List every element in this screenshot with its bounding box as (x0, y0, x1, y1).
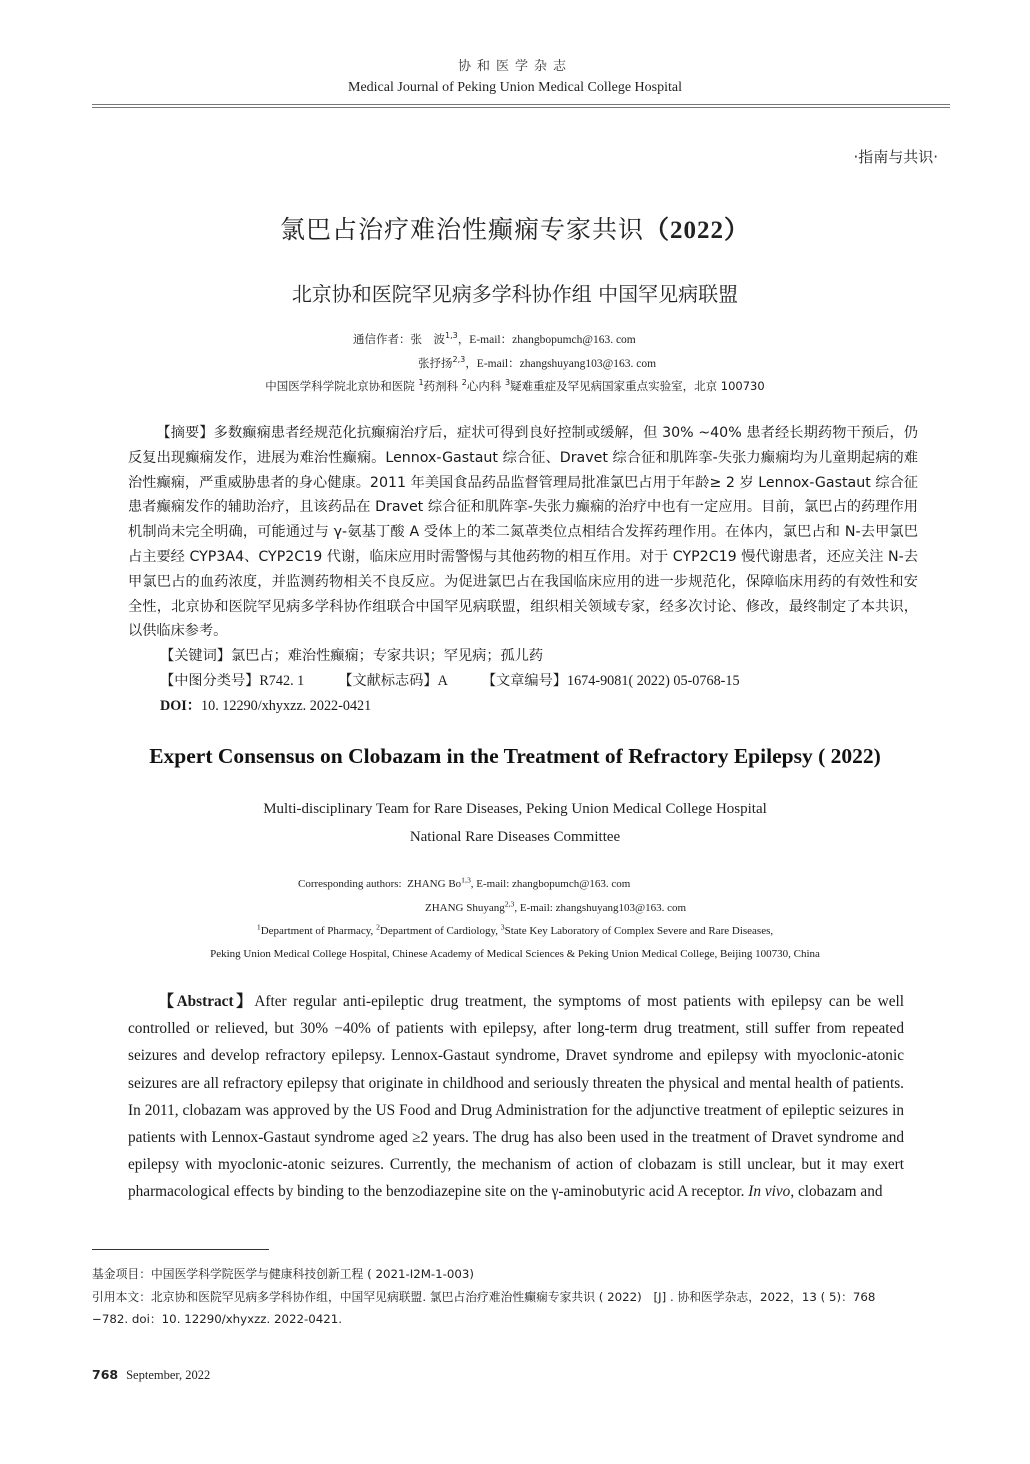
affiliation-english-line-2: Peking Union Medical College Hospital, Chinese Academy of Medical Sciences & Peking Union Medical College, Beijing 100730, China (210, 948, 820, 960)
header-double-rule (92, 104, 950, 108)
journal-name-chinese: 协和医学杂志 (457, 59, 572, 74)
author-name: 张 波 (410, 332, 445, 346)
corresponding-author-en-2 (425, 899, 687, 914)
article-number-value: 1674-9081( 2022) 05-0768-15 (566, 673, 740, 689)
article-title-chinese (0, 210, 1030, 246)
dept-superscript: 1 (418, 378, 424, 388)
doi-line (160, 695, 371, 715)
abstract-italic-term: In vivo (748, 1183, 791, 1201)
abstract-english (128, 988, 904, 1206)
author-name: 张抒扬 (418, 356, 453, 370)
article-number-label: 【文章编号】 (481, 673, 567, 689)
authors-english-line-1: Multi-disciplinary Team for Rare Diseases, Peking Union Medical College Hospital (263, 801, 767, 817)
page-footer (92, 1367, 210, 1383)
authors-chinese: 北京协和医院罕见病多学科协作组 中国罕见病联盟 (291, 282, 739, 306)
abstract-text: After regular anti-epileptic drug treatment, the symptoms of most patients with epilepsy can be well controlled or relieved, but 30% −40% of patients with epilepsy, after long-term drug treatment, still suffer from repeated seizures and develop refractory epilepsy. Lennox-Gastaut syndrome, Dravet syndrome and epilepsy with myoclonic-atonic seizures are all refractory epilepsy that originate in childhood and seriously threaten the physical and mental health of patients. In 2011, clobazam was approved by the US Food and Drug Administration for the adjunctive treatment of epileptic seizures in patients with Lennox-Gastaut syndrome aged ≥2 years. The drug has also been used in the treatment of Dravet syndrome and epilepsy with myoclonic-atonic seizures. Currently, the mechanism of action of clobazam is still unclear, but it may exert pharmacological effects by binding to the benzodiazepine site on the γ-aminobutyric acid A receptor. (128, 993, 904, 1201)
author-email: ，E-mail：zhangbopumch@163. com (457, 334, 636, 346)
authors-english-line-2: National Rare Diseases Committee (409, 829, 621, 845)
citation-note (92, 1286, 912, 1330)
corresponding-author-cn-2 (418, 355, 656, 371)
author-email: , E-mail: zhangshuyang103@163. com (514, 902, 687, 914)
page-number: 768 (92, 1367, 119, 1382)
dept-superscript: 3 (505, 378, 511, 388)
department: State Key Laboratory of Complex Severe and Rare Diseases, (504, 925, 774, 937)
abstract-chinese (128, 421, 918, 644)
funding-text: 中国医学科学院医学与健康科技创新工程 ( 2021-I2M-1-003) (151, 1267, 475, 1281)
corresponding-author-en-1 (298, 875, 631, 890)
doi-label: DOI： (160, 698, 201, 714)
corresponding-author-cn-1 (353, 331, 636, 347)
citation-label: 引用本文： (92, 1290, 151, 1304)
dept-superscript: 2 (376, 922, 380, 932)
affiliation-superscript: 1,3 (445, 331, 458, 341)
article-title-english: Expert Consensus on Clobazam in the Treatment of Refractory Epilepsy ( 2022) (149, 744, 881, 768)
author-name: ZHANG Bo (407, 878, 462, 890)
author-email: ，E-mail：zhangshuyang103@163. com (465, 358, 657, 370)
department: 药剂科 (423, 379, 459, 393)
section-tag: ·指南与共识· (853, 148, 938, 166)
author-email: , E-mail: zhangbopumch@163. com (470, 878, 631, 890)
keywords-line (160, 645, 543, 665)
institution: 中国医学科学院北京协和医院 (265, 379, 415, 393)
citation-text: 北京协和医院罕见病多学科协作组，中国罕见病联盟. 氯巴占治疗难治性癫痫专家共识 ( 2022) [J] . 协和医学杂志，2022，13 ( 5)：768 −782. doi：10. 12290/xhyxzz. 2022-0421. (92, 1290, 876, 1326)
journal-name-english: Medical Journal of Peking Union Medical College Hospital (348, 80, 682, 95)
author-name: ZHANG Shuyang (425, 902, 505, 914)
affiliation-english-line-1 (0, 922, 1030, 937)
abstract-label: 【Abstract】 (158, 993, 255, 1010)
department: 心内科 (466, 379, 502, 393)
keywords-text: 氯巴占；难治性癫痫；专家共识；罕见病；孤儿药 (230, 648, 544, 664)
title-text: 氯巴占治疗难治性癫痫专家共识 (279, 215, 644, 244)
abstract-text: 多数癫痫患者经规范化抗癫痫治疗后，症状可得到良好控制或缓解，但 30% ~40% 患者经长期药物干预后，仍反复出现癫痫发作，进展为难治性癫痫。Lennox-Gastaut 综合征、Dravet 综合征和肌阵挛-失张力癫痫均为儿童期起病的难治性癫痫，严重威胁患者的身心健康。2011 年美国食品药品监督管理局批准氯巴占用于年龄≥ 2 岁 Lennox-Gastaut 综合征患者癫痫发作的辅助治疗，且该药品在 Dravet 综合征和肌阵挛-失张力癫痫的治疗中也有一定应用。目前，氯巴占的药理作用机制尚未完全明确，可能通过与 γ-氨基丁酸 A 受体上的苯二氮䓬类位点相结合发挥药理作用。在体内，氯巴占和 N-去甲氯巴占主要经 CYP3A4、CYP2C19 代谢，临床应用时需警惕与其他药物的相互作用。对于 CYP2C19 慢代谢患者，还应关注 N-去甲氯巴占的血药浓度，并监测药物相关不良反应。为促进氯巴占在我国临床应用的进一步规范化，保障临床用药的有效性和安全性，北京协和医院罕见病多学科协作组联合中国罕见病联盟，组织相关领域专家，经多次讨论、修改，最终制定了本共识，以供临床参考。 (128, 425, 918, 640)
doi-value: 10. 12290/xhyxzz. 2022-0421 (201, 698, 372, 714)
abstract-label: 【摘要】 (156, 425, 214, 441)
affiliation-superscript: 2,3 (452, 355, 466, 365)
department: Department of Cardiology, (379, 925, 501, 937)
keywords-label: 【关键词】 (160, 648, 231, 664)
doc-code-label: 【文献标志码】 (338, 673, 438, 689)
affiliation-superscript: 1,3 (461, 875, 471, 885)
clc-value: R742. 1 (259, 673, 305, 689)
affiliation-chinese (0, 378, 1030, 394)
issue-date: September, 2022 (126, 1368, 211, 1382)
funding-label: 基金项目： (92, 1267, 151, 1281)
corresponding-label: Corresponding authors: (298, 878, 402, 890)
title-year: （2022） (644, 217, 751, 244)
dept-superscript: 1 (256, 922, 261, 932)
footnote-divider (92, 1249, 269, 1250)
corresponding-label: 通信作者： (353, 332, 411, 346)
affiliation-superscript: 2,3 (504, 899, 515, 909)
classification-line (160, 670, 740, 690)
doc-code-value: A (437, 673, 448, 689)
dept-superscript: 3 (500, 922, 505, 932)
clc-label: 【中图分类号】 (160, 673, 260, 689)
dept-superscript: 2 (461, 378, 467, 388)
department: 疑难重症及罕见病国家重点实验室，北京 100730 (510, 379, 765, 393)
funding-note (92, 1263, 912, 1285)
abstract-text-continued: , clobazam and (790, 1183, 883, 1201)
department: Department of Pharmacy, (260, 925, 377, 937)
